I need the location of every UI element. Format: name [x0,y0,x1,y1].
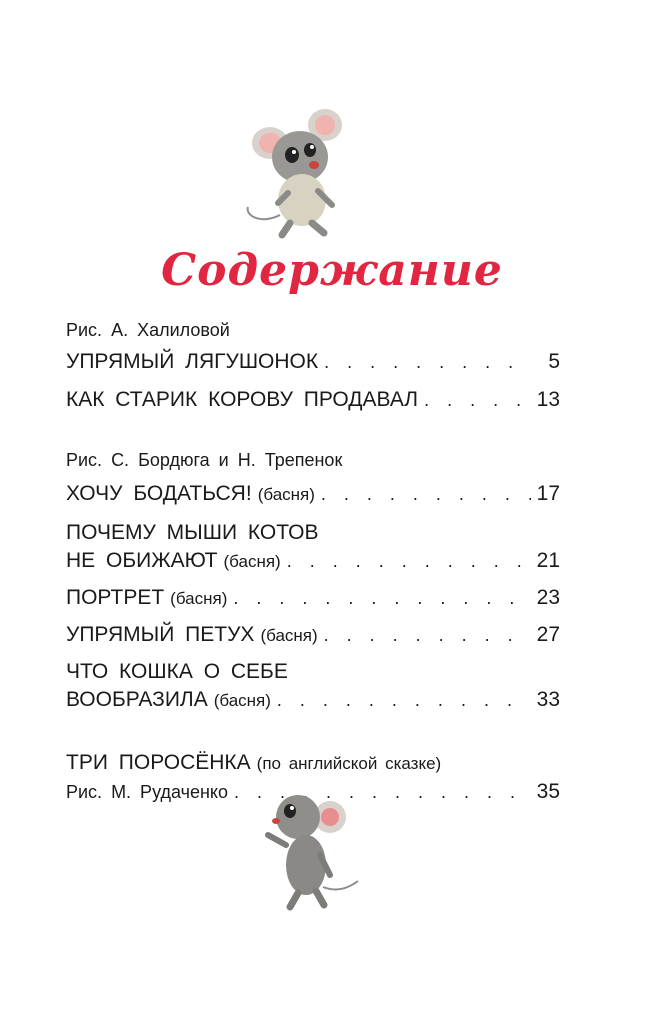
entry-title: НЕ ОБИЖАЮТ [66,549,218,572]
dot-leader [233,584,530,612]
entry-title-line1: ЧТО КОШКА О СЕБЕ [66,660,288,683]
page-title: Содержание [161,245,503,296]
dot-leader [324,621,531,649]
entry-note: (басня) [223,552,281,571]
mouse-illustration-bottom [238,775,368,915]
dot-leader [324,348,532,376]
entry-note: (басня) [260,626,318,645]
dot-leader [321,480,531,508]
page-number: 13 [536,388,560,411]
page-number: 35 [536,780,560,803]
page-number: 23 [536,586,560,609]
entry-title: ТРИ ПОРОСЁНКА [66,751,251,774]
illustrator-credit: Рис. С. Бордюга и Н. Трепенок [66,450,343,470]
page-number: 33 [536,688,560,711]
entry-title: ВООБРАЗИЛА [66,688,208,711]
toc-entry[interactable] [66,386,560,414]
toc-entry[interactable] [66,480,560,509]
toc-entry[interactable] [66,584,560,613]
entry-title-line1: ПОЧЕМУ МЫШИ КОТОВ [66,521,319,544]
page-number: 21 [536,549,560,572]
toc-entry[interactable] [66,621,560,650]
entry-note: (басня) [257,485,315,504]
illustrator-credit: Рис. М. Рудаченко [66,782,229,802]
entry-note: (басня) [213,691,271,710]
table-of-contents [66,318,560,806]
toc-entry[interactable] [66,348,560,376]
dot-leader [277,686,531,714]
entry-title: ХОЧУ БОДАТЬСЯ! [66,482,252,505]
entry-title: УПРЯМЫЙ ЛЯГУШОНОК [66,350,319,373]
illustrator-credit: Рис. А. Халиловой [66,320,230,340]
entry-note: (по английской сказке) [256,754,442,773]
page-number: 27 [536,623,560,646]
dot-leader [424,386,531,414]
entry-title: ПОРТРЕТ [66,586,165,609]
toc-entry[interactable] [66,658,560,715]
mouse-illustration-top [240,95,370,245]
page-number: 17 [536,482,560,505]
toc-entry[interactable] [66,519,560,576]
dot-leader [287,547,531,575]
page-number: 5 [548,350,560,373]
entry-note: (басня) [170,589,228,608]
entry-title: КАК СТАРИК КОРОВУ ПРОДАВАЛ [66,388,419,411]
entry-title: УПРЯМЫЙ ПЕТУХ [66,623,255,646]
